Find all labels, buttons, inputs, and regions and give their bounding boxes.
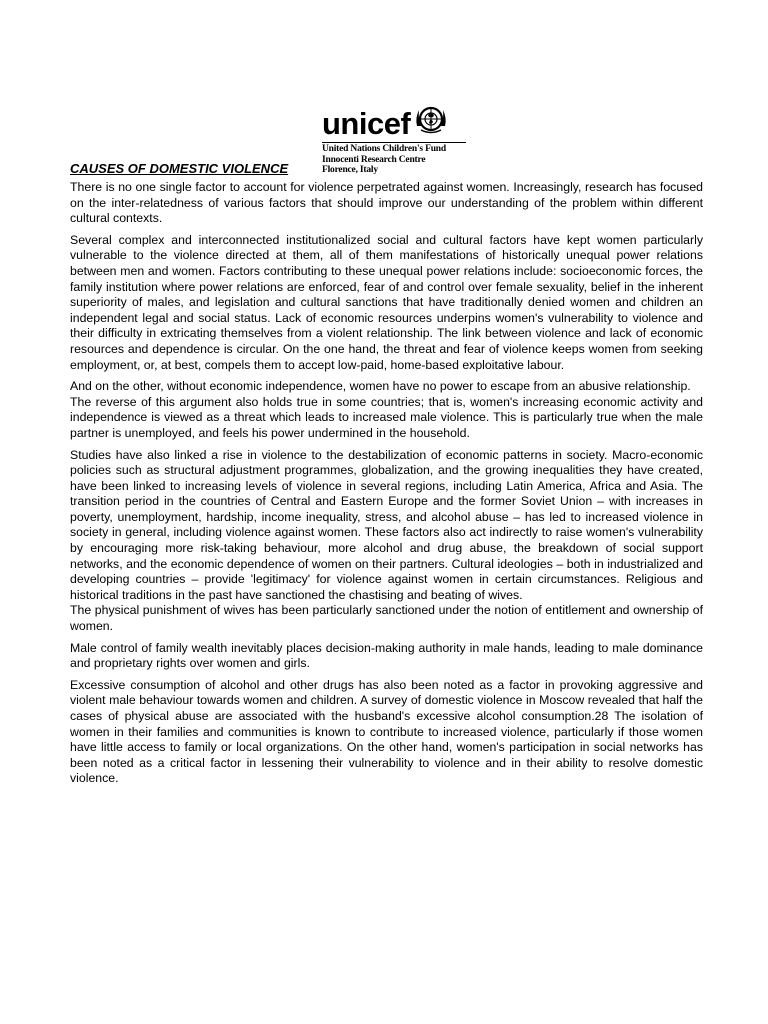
logo-wordmark: unicef (322, 105, 411, 141)
paragraph: The physical punishment of wives has been particularly sanctioned under the notion of entitlement and ownership of women. (70, 603, 703, 634)
paragraph: Several complex and interconnected institutionalized social and cultural factors have kept women particularly vulnerable to the violence directed at them, all of them manifestations of historically unequal power relations between men and women. Factors contributing to these unequal power relations include: socioeconomic forces, the family institution where power relations are enforced, fear of and control over female sexuality, belief in the inherent superiority of males, and legislation and cultural sanctions that have traditionally denied women and children an independent legal and social status. Lack of economic resources underpins women's vulnerability to violence and their difficulty in extricating themselves from a violent relationship. The link between violence and lack of economic resources and dependence is circular. On the one hand, the threat and fear of violence keeps women from seeking employment, or, at best, compels them to accept low-paid, home-based exploitative labour. (70, 232, 703, 372)
document-body (70, 180, 703, 793)
document-heading: CAUSES OF DOMESTIC VIOLENCE (70, 161, 289, 176)
paragraph: Studies have also linked a rise in violence to the destabilization of economic patterns in society. Macro-economic policies such as structural adjustment programmes, globalization, and the growing inequalities they have created, have been linked to increasing levels of violence in several regions, including Latin America, Africa and Asia. The transition period in the countries of Central and Eastern Europe and the former Soviet Union – with increases in poverty, unemployment, hardship, income inequality, stress, and alcohol abuse – has led to increased violence in society in general, including violence against women. These factors also act indirectly to raise women's vulnerability by encouraging more risk-taking behaviour, more alcohol and drug abuse, the breakdown of social support networks, and the economic dependence of women on their partners. Cultural ideologies – both in industrialized and developing countries – provide 'legitimacy' for violence against women in certain circumstances. Religious and historical traditions in the past have sanctioned the chastising and beating of wives. (70, 447, 703, 602)
logo-subtitle-line: United Nations Children's Fund (322, 144, 446, 154)
paragraph: There is no one single factor to account for violence perpetrated against women. Increasingly, research has focused on the inter-relatedness of various factors that should improve our understanding of the problem within different cultural contexts. (70, 180, 703, 226)
unicef-logo (322, 106, 472, 176)
paragraph: The reverse of this argument also holds true in some countries; that is, women's increasing economic activity and independence is viewed as a threat which leads to increased male violence. This is particularly true when the male partner is unemployed, and feels his power undermined in the household. (70, 394, 703, 440)
un-emblem-icon (413, 104, 449, 141)
logo-subtitle-line: Innocenti Research Centre (322, 154, 426, 165)
logo-row (322, 106, 472, 141)
logo-divider (322, 142, 466, 143)
logo-subtitle (322, 144, 472, 176)
paragraph: Male control of family wealth inevitably places decision-making authority in male hands, leading to male dominance and proprietary rights over women and girls. (70, 640, 703, 671)
logo-subtitle-line: Florence, Italy (322, 165, 378, 175)
paragraph: And on the other, without economic independence, women have no power to escape from an abusive relationship. (70, 379, 691, 394)
paragraph: Excessive consumption of alcohol and other drugs has also been noted as a factor in provoking aggressive and violent male behaviour towards women and children. A survey of domestic violence in Moscow revealed that half the cases of physical abuse are associated with the husband's excessive alcohol consumption.28 The isolation of women in their families and communities is known to contribute to increased violence, particularly if those women have little access to family or local organizations. On the other hand, women's participation in social networks has been noted as a critical factor in lessening their vulnerability to violence and in their ability to resolve domestic violence. (70, 677, 703, 786)
